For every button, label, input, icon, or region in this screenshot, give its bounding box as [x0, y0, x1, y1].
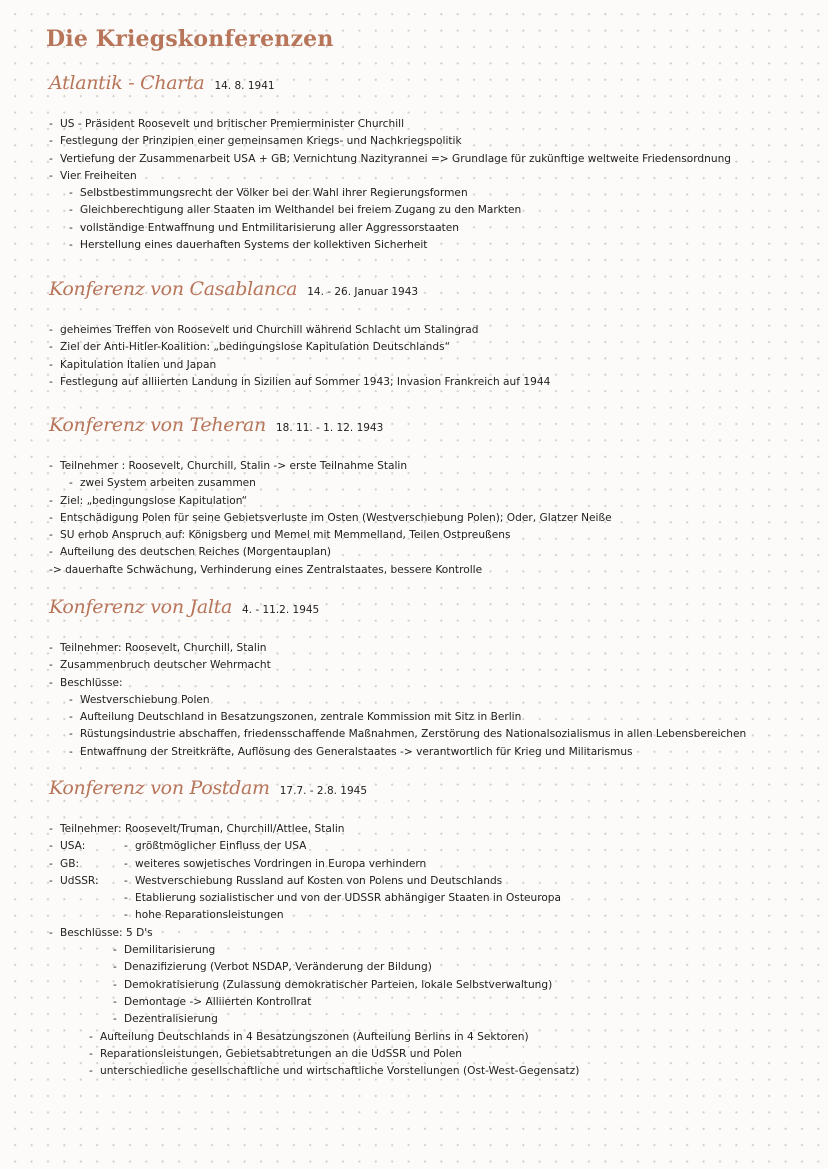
- list-item-text: hohe Reparationsleistungen: [135, 909, 284, 922]
- list-item: [49, 116, 809, 133]
- bullet-dash: -: [49, 494, 53, 507]
- list-item-text: Westverschiebung Polen: [80, 693, 210, 706]
- bullet-dash: -: [49, 676, 53, 689]
- list-item-text: geheimes Treffen von Roosevelt und Churchill während Schlacht um Stalingrad: [60, 324, 479, 336]
- section-date: 4. - 11.2. 1945: [241, 604, 320, 616]
- section-teheran: [49, 414, 809, 579]
- bullet-dash: -: [89, 1065, 93, 1078]
- section-title: Konferenz von Teheran: [49, 414, 266, 436]
- section-atlantik-charta: [49, 72, 809, 254]
- list-item: [49, 907, 809, 924]
- list-item-text: Dezentralisierung: [124, 1013, 218, 1026]
- bullet-dash: -: [124, 874, 128, 887]
- bullet-dash: -: [69, 711, 73, 724]
- page-title: Die Kriegskonferenzen: [46, 26, 334, 52]
- bullet-dash: -: [49, 823, 53, 835]
- list-item: [49, 1046, 809, 1063]
- list-item-text: größtmöglicher Einfluss der USA: [135, 840, 307, 853]
- bullet-dash: -: [49, 460, 53, 472]
- list-item: [49, 339, 809, 356]
- list-item-text: Demokratisierung (Zulassung demokratischer Parteien, lokale Selbstverwaltung): [124, 978, 553, 991]
- list-item: [49, 544, 809, 561]
- section-title: Konferenz von Postdam: [49, 777, 270, 799]
- list-item: [49, 151, 809, 168]
- bullet-dash: -: [49, 926, 53, 939]
- list-item: [49, 322, 809, 339]
- list-item: [49, 202, 809, 219]
- bullet-dash: -: [49, 358, 53, 371]
- list-item-text: Teilnehmer: Roosevelt, Churchill, Stalin: [60, 642, 267, 654]
- list-item: [49, 726, 809, 743]
- bullet-dash: -: [49, 511, 53, 524]
- list-item: [49, 925, 809, 942]
- list-item: [49, 890, 809, 907]
- list-item-text: Reparationsleistungen, Gebietsabtretungen an die UdSSR und Polen: [100, 1047, 462, 1060]
- bullet-dash: -: [89, 1047, 93, 1060]
- list-item: [49, 493, 809, 510]
- list-item: [49, 374, 809, 391]
- bullet-dash: -: [113, 995, 117, 1008]
- list-item-text: Festlegung auf alliierten Landung in Sizilien auf Sommer 1943; Invasion Frankreich auf 1944: [60, 375, 551, 388]
- bullet-dash: -: [49, 840, 53, 853]
- list-item-text: Etablierung sozialistischer und von der UDSSR abhängiger Staaten in Osteuropa: [135, 892, 562, 905]
- list-item-text: Denazifizierung (Verbot NSDAP, Veränderung der Bildung): [124, 961, 432, 974]
- bullet-dash: -: [49, 659, 53, 672]
- list-item-text: vollständige Entwaffnung und Entmilitarisierung aller Aggressorstaaten: [80, 221, 459, 234]
- list-item: [49, 856, 809, 873]
- list-item-text: SU erhob Anspruch auf: Königsberg und Memel mit Memmelland, Teilen Ostpreußens: [60, 529, 511, 542]
- bullet-dash: -: [69, 239, 73, 252]
- bullet-dash: -: [49, 642, 53, 654]
- bullet-dash: -: [113, 944, 117, 957]
- bullet-dash: -: [49, 152, 53, 165]
- list-item: [49, 959, 809, 976]
- section-casablanca: [49, 278, 809, 391]
- bullet-dash: -: [69, 745, 73, 758]
- list-item: [49, 237, 809, 254]
- bullet-dash: -: [113, 1013, 117, 1026]
- bullet-dash: -: [69, 693, 73, 706]
- section-title: Konferenz von Casablanca: [49, 278, 298, 300]
- list-item-text: Aufteilung Deutschland in Besatzungszonen, zentrale Kommission mit Sitz in Berlin: [80, 711, 522, 724]
- bullet-dash: -: [113, 978, 117, 991]
- section-date: 18. 11. - 1. 12. 1943: [275, 422, 384, 434]
- bullet-dash: -: [89, 1030, 93, 1043]
- list-item-text: Entwaffnung der Streitkräfte, Auflösung des Generalstaates -> verantwortlich für Krieg und Militarismus: [80, 745, 633, 758]
- bullet-dash: -: [49, 546, 53, 559]
- section-title: Konferenz von Jalta: [49, 596, 232, 618]
- list-item-text: Vertiefung der Zusammenarbeit USA + GB; Vernichtung Nazityrannei => Grundlage für zukünftige weltweite Friedensordnung: [60, 152, 732, 165]
- list-item-text: Entschädigung Polen für seine Gebietsverluste im Osten (Westverschiebung Polen); Oder, Glatzer Neiße: [60, 511, 612, 524]
- bullet-dash: -: [49, 341, 53, 354]
- list-item-text: US - Präsident Roosevelt und britischer Premierminister Churchill: [60, 118, 405, 130]
- list-item-text: zwei System arbeiten zusammen: [80, 477, 256, 490]
- list-item: [49, 1063, 809, 1080]
- list-item-text: Rüstungsindustrie abschaffen, friedensschaffende Maßnahmen, Zerstörung des Nationalsozialismus in allen Lebensbereichen: [80, 728, 747, 741]
- section-date: 14. 8. 1941: [214, 80, 275, 92]
- list-item: [49, 475, 809, 492]
- bullet-list: [49, 458, 809, 579]
- list-item: [49, 458, 809, 475]
- list-item: [49, 942, 809, 959]
- list-item-text: Herstellung eines dauerhaften Systems der kollektiven Sicherheit: [80, 239, 428, 252]
- list-item-text: weiteres sowjetisches Vordringen in Europa verhindern: [135, 857, 427, 870]
- bullet-list: [49, 322, 809, 391]
- bullet-dash: -: [49, 874, 53, 887]
- list-item: [49, 168, 809, 185]
- list-item: [49, 821, 809, 838]
- list-item: [49, 510, 809, 527]
- section-header: [49, 777, 809, 803]
- list-item: [49, 357, 809, 374]
- section-header: [49, 414, 809, 440]
- list-item-text: Westverschiebung Russland auf Kosten von Polens und Deutschlands: [135, 874, 503, 887]
- bullet-list: [49, 640, 809, 761]
- list-item: [49, 220, 809, 237]
- list-item-text: Gleichberechtigung aller Staaten im Welthandel bei freiem Zugang zu den Markten: [80, 204, 522, 217]
- list-item: [49, 744, 809, 761]
- bullet-dash: -: [49, 135, 53, 148]
- bullet-dash: -: [49, 857, 53, 870]
- section-date: 14. - 26. Januar 1943: [307, 286, 419, 298]
- list-item-text: Zusammenbruch deutscher Wehrmacht: [60, 659, 271, 672]
- bullet-dash: -: [69, 221, 73, 234]
- list-item-text: Kapitulation Italien und Japan: [60, 358, 217, 371]
- bullet-dash: -: [69, 728, 73, 741]
- list-item: [49, 838, 809, 855]
- list-item: [49, 657, 809, 674]
- list-item: [49, 675, 809, 692]
- bullet-dash: -: [49, 529, 53, 542]
- list-item-text: Teilnehmer: Roosevelt/Truman, Churchill/Attlee, Stalin: [60, 823, 345, 835]
- section-postdam: [49, 777, 809, 1080]
- bullet-dash: -: [69, 187, 73, 200]
- list-item-text: Teilnehmer : Roosevelt, Churchill, Stalin -> erste Teilnahme Stalin: [60, 460, 408, 472]
- bullet-list: [49, 821, 809, 1080]
- list-item: [49, 562, 809, 579]
- bullet-dash: -: [49, 324, 53, 336]
- list-item: [49, 185, 809, 202]
- list-item-text: -> dauerhafte Schwächung, Verhinderung eines Zentralstaates, bessere Kontrolle: [49, 563, 483, 576]
- list-item-text: Beschlüsse: 5 D's: [60, 926, 153, 939]
- list-item: [49, 977, 809, 994]
- country-label: USA:: [60, 840, 86, 853]
- list-item: [49, 692, 809, 709]
- list-item-text: Demilitarisierung: [124, 944, 216, 957]
- bullet-dash: -: [49, 118, 53, 130]
- section-jalta: [49, 596, 809, 761]
- list-item-text: Selbstbestimmungsrecht der Völker bei der Wahl ihrer Regierungsformen: [80, 187, 468, 200]
- bullet-dash: -: [113, 961, 117, 974]
- list-item-text: Vier Freiheiten: [60, 169, 137, 182]
- list-item: [49, 1029, 809, 1046]
- country-label: UdSSR:: [60, 874, 99, 887]
- list-item-text: Aufteilung des deutschen Reiches (Morgentauplan): [60, 546, 332, 559]
- list-item-text: Ziel der Anti-Hitler-Koalition: „bedingungslose Kapitulation Deutschlands“: [60, 341, 451, 354]
- bullet-dash: -: [124, 909, 128, 922]
- bullet-dash: -: [124, 857, 128, 870]
- list-item-text: Demontage -> Alliierten Kontrollrat: [124, 995, 312, 1008]
- list-item-text: Aufteilung Deutschlands in 4 Besatzungszonen (Aufteilung Berlins in 4 Sektoren): [100, 1030, 529, 1043]
- bullet-dash: -: [69, 204, 73, 217]
- list-item: [49, 873, 809, 890]
- bullet-list: [49, 116, 809, 254]
- list-item: [49, 1011, 809, 1028]
- list-item: [49, 994, 809, 1011]
- section-header: [49, 278, 809, 304]
- list-item-text: Festlegung der Prinzipien einer gemeinsamen Kriegs- und Nachkriegspolitik: [60, 135, 462, 148]
- list-item: [49, 527, 809, 544]
- list-item: [49, 640, 809, 657]
- bullet-dash: -: [124, 840, 128, 853]
- list-item: [49, 709, 809, 726]
- section-header: [49, 596, 809, 622]
- bullet-dash: -: [49, 169, 53, 182]
- bullet-dash: -: [124, 892, 128, 905]
- list-item-text: Beschlüsse:: [60, 676, 123, 689]
- section-title: Atlantik - Charta: [49, 72, 205, 94]
- list-item: [49, 133, 809, 150]
- section-header: [49, 72, 809, 98]
- list-item-text: Ziel: „bedingungslose Kapitulation“: [60, 494, 248, 507]
- bullet-dash: -: [49, 375, 53, 388]
- bullet-dash: -: [69, 477, 73, 490]
- list-item-text: unterschiedliche gesellschaftliche und wirtschaftliche Vorstellungen (Ost-West-Gegensatz): [100, 1065, 580, 1078]
- section-date: 17.7. - 2.8. 1945: [279, 785, 368, 797]
- country-label: GB:: [60, 857, 80, 870]
